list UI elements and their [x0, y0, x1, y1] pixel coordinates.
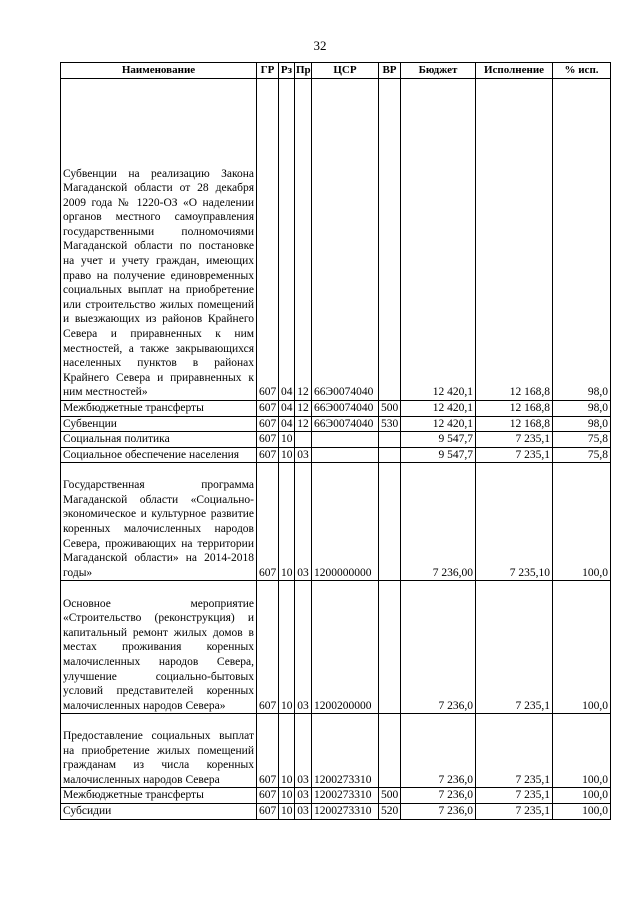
page-number: 32	[313, 38, 327, 53]
row-name: Основное мероприятие «Строительство (реконструкция) и капитальный ремонт жилых домов в местах проживания коренных малочисленных народов Севера, улучшение социально-бытовых условий представителей коренных малочисленных народов Севера»	[61, 581, 257, 714]
header-percent: % исп.	[553, 63, 611, 79]
row-pr: 12	[295, 416, 312, 432]
row-vr	[379, 79, 401, 401]
row-vr: 500	[379, 788, 401, 804]
row-name: Субсидии	[61, 803, 257, 819]
row-gr: 607	[257, 401, 279, 417]
row-execution: 7 235,1	[476, 581, 553, 714]
row-vr	[379, 432, 401, 448]
header-pr: Пр	[295, 63, 312, 79]
row-name: Государственная программа Магаданской области «Социально-экономическое и культурное развитие коренных малочисленных народов Севера, проживающих на территории Магаданской области» на 2014-2018 годы»	[61, 463, 257, 581]
row-gr: 607	[257, 79, 279, 401]
header-vr: ВР	[379, 63, 401, 79]
row-percent: 75,8	[553, 432, 611, 448]
row-budget: 7 236,0	[401, 803, 476, 819]
row-rz: 10	[279, 803, 295, 819]
row-budget: 12 420,1	[401, 79, 476, 401]
table-row	[61, 463, 611, 581]
row-csr	[312, 432, 379, 448]
row-name: Субвенции на реализацию Закона Магаданской области от 28 декабря 2009 года № 1220-ОЗ «О наделении органов местного самоуправления государственными полномочиями Магаданской области по постановке на учет и учету граждан, имеющих право на получение единовременных социальных выплат на приобретение или строительство жилых помещений и выезжающих из районов Крайнего Севера и приравненных к ним местностей, а также закрывающихся населенных пунктов в районах Крайнего Севера и приравненных к ним местностей»	[61, 79, 257, 401]
row-execution: 12 168,8	[476, 416, 553, 432]
table-row	[61, 803, 611, 819]
row-budget: 12 420,1	[401, 401, 476, 417]
row-percent: 98,0	[553, 79, 611, 401]
row-rz: 10	[279, 432, 295, 448]
row-execution: 7 235,1	[476, 788, 553, 804]
table-row	[61, 788, 611, 804]
table-row	[61, 432, 611, 448]
row-percent: 100,0	[553, 803, 611, 819]
row-vr: 500	[379, 401, 401, 417]
budget-execution-table	[60, 62, 611, 820]
row-gr: 607	[257, 581, 279, 714]
row-name: Социальное обеспечение населения	[61, 447, 257, 463]
row-pr: 12	[295, 79, 312, 401]
row-csr: 66Э0074040	[312, 79, 379, 401]
row-rz: 10	[279, 581, 295, 714]
row-gr: 607	[257, 803, 279, 819]
row-pr: 12	[295, 401, 312, 417]
row-name: Межбюджетные трансферты	[61, 401, 257, 417]
row-percent: 100,0	[553, 714, 611, 788]
header-gr: ГР	[257, 63, 279, 79]
row-rz: 10	[279, 447, 295, 463]
row-execution: 12 168,8	[476, 79, 553, 401]
row-csr	[312, 447, 379, 463]
row-budget: 12 420,1	[401, 416, 476, 432]
row-csr: 1200273310	[312, 714, 379, 788]
row-execution: 12 168,8	[476, 401, 553, 417]
row-vr: 520	[379, 803, 401, 819]
row-execution: 7 235,10	[476, 463, 553, 581]
row-percent: 100,0	[553, 788, 611, 804]
row-budget: 7 236,0	[401, 714, 476, 788]
row-rz: 10	[279, 714, 295, 788]
row-gr: 607	[257, 416, 279, 432]
row-vr	[379, 447, 401, 463]
row-execution: 7 235,1	[476, 714, 553, 788]
table-row	[61, 581, 611, 714]
row-csr: 1200000000	[312, 463, 379, 581]
row-budget: 7 236,0	[401, 788, 476, 804]
row-name: Межбюджетные трансферты	[61, 788, 257, 804]
row-vr	[379, 714, 401, 788]
row-rz: 04	[279, 79, 295, 401]
row-pr: 03	[295, 581, 312, 714]
row-name: Субвенции	[61, 416, 257, 432]
header-rz: Рз	[279, 63, 295, 79]
row-gr: 607	[257, 447, 279, 463]
header-budget: Бюджет	[401, 63, 476, 79]
row-gr: 607	[257, 432, 279, 448]
row-csr: 66Э0074040	[312, 416, 379, 432]
row-gr: 607	[257, 714, 279, 788]
row-percent: 100,0	[553, 463, 611, 581]
header-execution: Исполнение	[476, 63, 553, 79]
row-name: Предоставление социальных выплат на приобретение жилых помещений гражданам из числа коренных малочисленных народов Севера	[61, 714, 257, 788]
row-rz: 04	[279, 416, 295, 432]
table-header-row	[61, 63, 611, 79]
table-row	[61, 79, 611, 401]
row-percent: 75,8	[553, 447, 611, 463]
table-row	[61, 447, 611, 463]
row-rz: 10	[279, 463, 295, 581]
row-rz: 04	[279, 401, 295, 417]
row-csr: 1200273310	[312, 788, 379, 804]
row-pr: 03	[295, 447, 312, 463]
row-pr: 03	[295, 803, 312, 819]
row-execution: 7 235,1	[476, 803, 553, 819]
row-vr: 530	[379, 416, 401, 432]
row-budget: 7 236,0	[401, 581, 476, 714]
row-percent: 100,0	[553, 581, 611, 714]
row-csr: 1200200000	[312, 581, 379, 714]
row-gr: 607	[257, 463, 279, 581]
header-csr: ЦСР	[312, 63, 379, 79]
row-vr	[379, 581, 401, 714]
row-percent: 98,0	[553, 416, 611, 432]
row-budget: 9 547,7	[401, 447, 476, 463]
row-pr: 03	[295, 788, 312, 804]
row-csr: 66Э0074040	[312, 401, 379, 417]
row-budget: 7 236,00	[401, 463, 476, 581]
row-execution: 7 235,1	[476, 432, 553, 448]
row-percent: 98,0	[553, 401, 611, 417]
row-budget: 9 547,7	[401, 432, 476, 448]
table-row	[61, 416, 611, 432]
table-row	[61, 401, 611, 417]
header-name: Наименование	[61, 63, 257, 79]
row-pr: 03	[295, 714, 312, 788]
row-name: Социальная политика	[61, 432, 257, 448]
row-pr: 03	[295, 463, 312, 581]
row-csr: 1200273310	[312, 803, 379, 819]
row-vr	[379, 463, 401, 581]
row-execution: 7 235,1	[476, 447, 553, 463]
table-row	[61, 714, 611, 788]
row-gr: 607	[257, 788, 279, 804]
row-rz: 10	[279, 788, 295, 804]
row-pr	[295, 432, 312, 448]
